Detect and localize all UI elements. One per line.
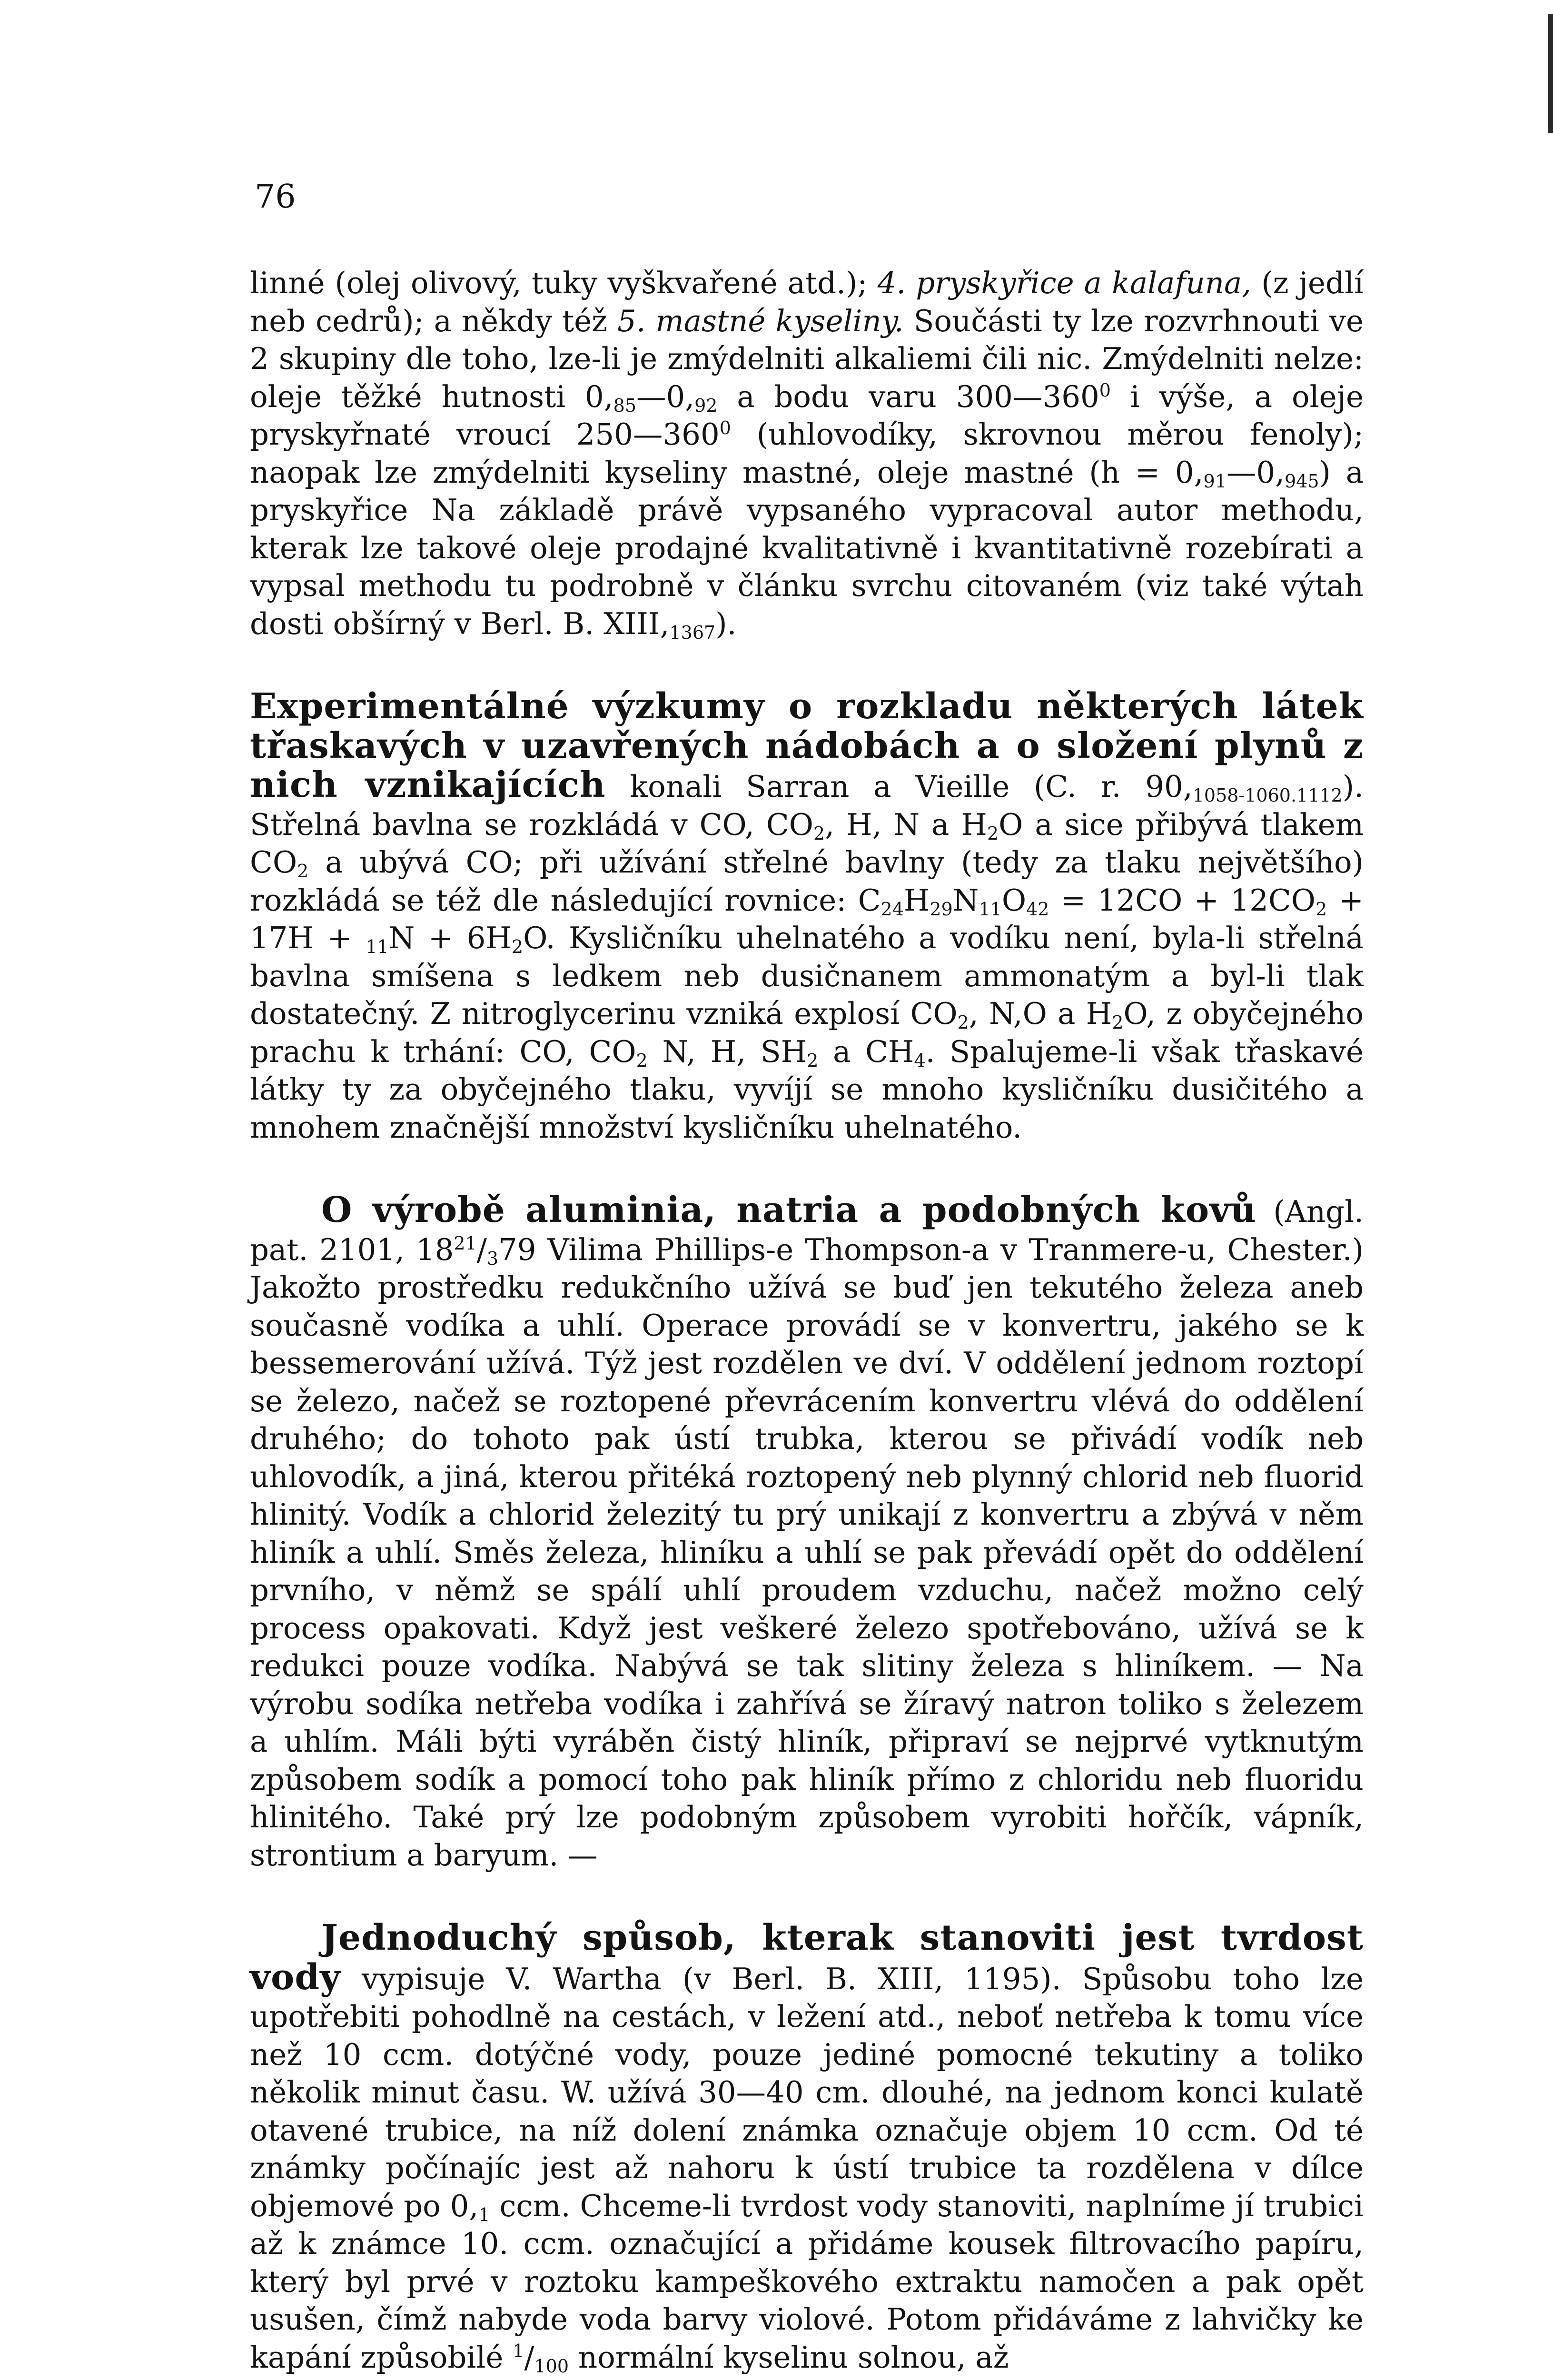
section-water-hardness-title: Jednoduchý spůsob, kterak stanoviti jest tvrdost vody [250,1917,1364,1998]
page-number: 76 [255,178,296,216]
section-explosives-title: Experimentálné výzkumy o rozkladu některých látek třaskavých v uzavřených nádobách a o složení plynů z nich vznikajících [250,686,1364,805]
intro-paragraph: linné (olej olivový, tuky vyškvařené atd.); 4. pryskyřice a kalafuna, (z jedlí neb cedrů); a někdy též 5. mastné kyseliny. Součásti ty lze rozvrhnouti ve 2 skupiny dle toho, lze-li je zmýdelniti alkaliemi čili nic. Zmýdelniti nelze: oleje těžké hutnosti $0,_{85}—0,_{92}$ a bodu varu $300—360^0$ i výše, a oleje pryskyřnaté vroucí $250—360^0$ (uhlovodíky, skrovnou měrou fenoly); naopak lze zmýdelniti kyseliny mastné, oleje mastné $(h = 0,_{91}—0,_{945})$ a pryskyřice Na základě právě vypsaného vypracoval autor methodu, kterak lze takové oleje prodajné kvalitativně i kvantitativně rozebírati a vypsal methodu tu podrobně v článku svrchu citovaném (viz také výtah dosti obšírný v Berl. B. $XIII,_{1367}$). [250,266,1364,643]
section-aluminium-title: O výrobě aluminia, natria a podobných kovů [321,1190,1256,1230]
section-aluminium: O výrobě aluminia, natria a podobných kovů (Angl. pat. 2101, $18^{21}/_379$ Vilima Phillips-e Thompson-a v Tranmere-u, Chester.) Jakožto prostředku redukčního užívá se buď jen tekutého železa aneb současně vodíka a uhlí. Operace provádí se v konvertru, jakého se k bessemerování užívá. Týž jest rozdělen ve dví. V oddělení jednom roztopí se železo, načež se roztopené převrácením konvertru vlévá do oddělení druhého; do tohoto pak ústí trubka, kterou se přivádí vodík neb uhlovodík, a jiná, kterou přitéká roztopený neb plynný chlorid neb fluorid hlinitý. Vodík a chlorid železitý tu prý unikají z konvertru a zbývá v něm hliník a uhlí. Směs železa, hliníku a uhlí se pak převádí opět do oddělení prvního, v němž se spálí uhlí proudem vzduchu, načež možno celý process opakovati. Když jest veškeré železo spotřebováno, užívá se k redukci pouze vodíka. Nabývá se tak slitiny železa s hliníkem. — Na výrobu sodíka netřeba vodíka i zahřívá se žíravý natron toliko s železem a uhlím. Máli býti vyráběn čistý hliník, připraví se nejprvé vytknutým způsobem sodík a pomocí toho pak hliník přímo z chloridu neb fluoridu hlinitého. Také prý lze podobným způsobem vyrobiti hořčík, vápník, strontium a baryum. — [250,1190,1364,1873]
page-edge-mark [1548,14,1553,133]
section-water-hardness: Jednoduchý spůsob, kterak stanoviti jest tvrdost vody vypisuje V. Wartha (v Berl. B. XIII, 1195). Spůsobu toho lze upotřebiti pohodlně na cestách, v ležení atd., neboť netřeba k tomu více než 10 ccm. dotýčné vody, pouze jediné pomocné tekutiny a toliko několik minut času. W. užívá 30—40 cm. dlouhé, na jednom konci kulatě otavené trubice, na níž dolení známka označuje objem 10 ccm. Od té známky počínajíc jest až nahoru k ústí trubice ta rozdělena v dílce objemové po $0,_1$ ccm. Chceme-li tvrdost vody stanoviti, naplníme jí trubici až k známce 10. ccm. označující a přidáme kousek filtrovacího papíru, který byl prvé v roztoku kampeškového extraktu namočen a pak opět usušen, čímž nabyde voda barvy violové. Potom přidáváme z lahvičky ke kapání způsobilé $^1/_{100}$ normální kyselinu solnou, až [250,1917,1364,2377]
section-explosives: Experimentálné výzkumy o rozkladu některých látek třaskavých v uzavřených nádobách a o složení plynů z nich vznikajících konali Sarran a Vieille (C. r. $90,_{1058-1060.1112}$). Střelná bavlna se rozkládá v CO, $CO_2$, H, N a $H_2O$ a sice přibývá tlakem $CO_2$ a ubývá CO; při užívání střelné bavlny (tedy za tlaku největšího) rozkládá se též dle následující rovnice: $C_{24}H_{29}N_{11}O_{42} = 12CO + 12CO_2 + 17H + _{11}N + 6H_2O$. Kysličníku uhelnatého a vodíku není, byla-li střelná bavlna smíšena s ledkem neb dusičnanem ammonatým a byl-li tlak dostatečný. Z nitroglycerinu vzniká explosí $CO_2$, N,O a $H_2O$, z obyčejného prachu k trhání: CO, $CO_2$ N, H, $SH_2$ a $CH_4$. Spalujeme-li však třaskavé látky ty za obyčejného tlaku, vyvíjí se mnoho kysličníku dusičitého a mnohem značnější množství kysličníku uhelnatého. [250,686,1364,1145]
text-column [250,264,1364,2376]
